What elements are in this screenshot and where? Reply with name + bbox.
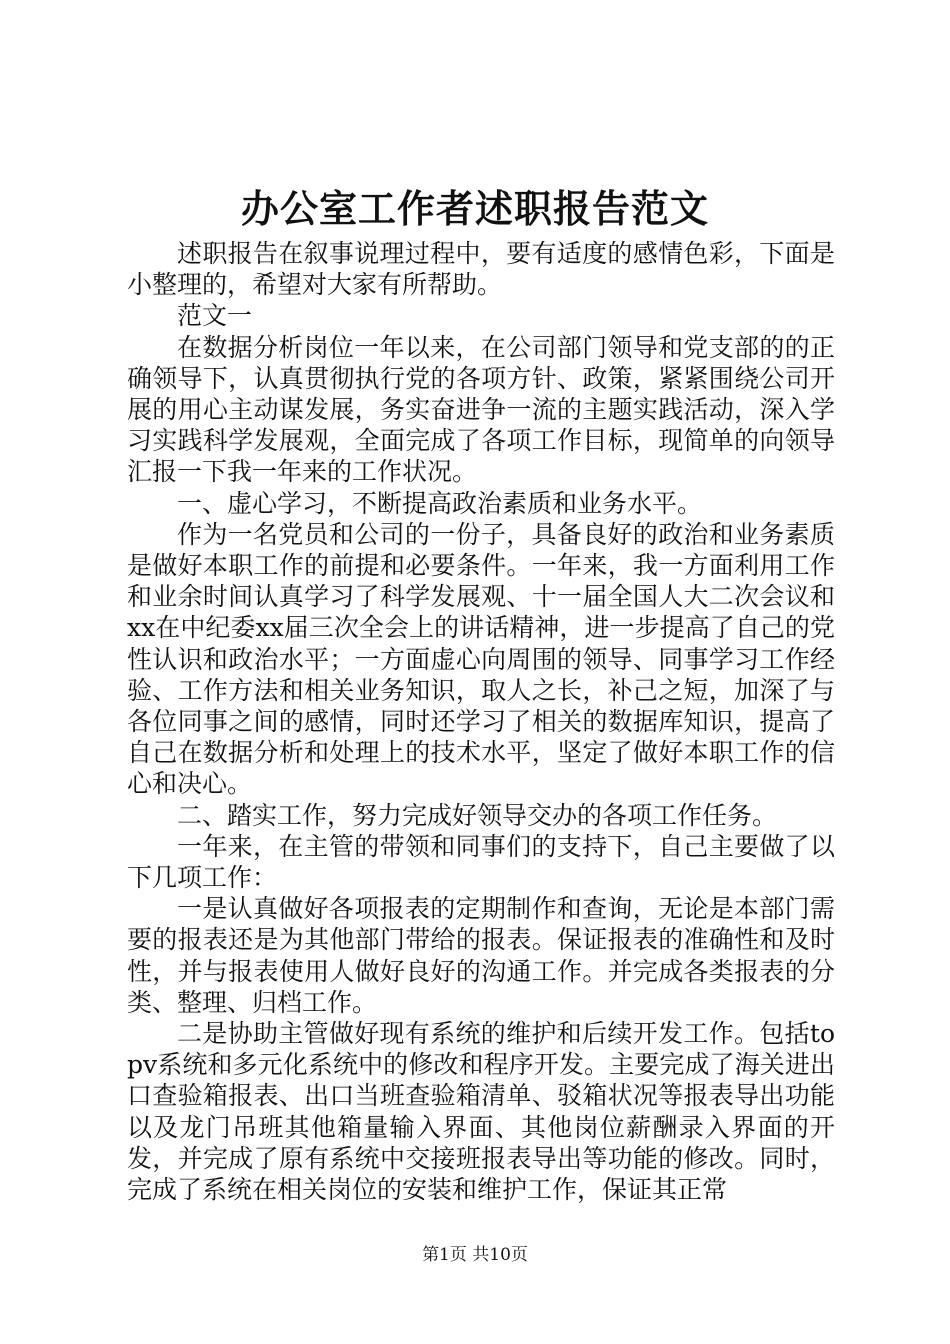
section-heading-study: 一、虚心学习，不断提高政治素质和业务水平。 (177, 488, 703, 518)
paragraph-intro: 述职报告在叙事说理过程中，要有适度的感情色彩，下面是小整理的，希望对大家有所帮助。 (127, 239, 835, 300)
paragraph-opening: 在数据分析岗位一年以来，在公司部门领导和党支部的的正确领导下，认真贯彻执行党的各项方针、政策，紧紧围绕公司开展的用心主动谋发展，务实奋进争一流的主题实践活动，深入学习实践科学发展观，全面完成了各项工作目标，现简单的向领导汇报一下我一年来的工作状况。 (127, 332, 835, 487)
paragraph-work-item-2: 二是协助主管做好现有系统的维护和后续开发工作。包括topv系统和多元化系统中的修改和程序开发。主要完成了海关进出口查验箱报表、出口当班查验箱清单、驳箱状况等报表导出功能以及龙门吊班其他箱量输入界面、其他岗位薪酬录入界面的开发，并完成了原有系统中交接班报表导出等功能的修改。同时，完成了系统在相关岗位的安装和维护工作，保证其正常 (127, 1019, 835, 1205)
page-number-footer: 第1页 共10页 (422, 1245, 528, 1265)
section-heading-work: 二、踏实工作，努力完成好领导交办的各项工作任务。 (177, 800, 778, 830)
paragraph-sample-heading: 范文一 (177, 301, 253, 331)
paragraph-work-intro: 一年来，在主管的带领和同事们的支持下，自己主要做了以下几项工作： (127, 831, 835, 893)
document-body (127, 238, 835, 1205)
document-title: 办公室工作者述职报告范文 (240, 186, 709, 231)
paragraph-work-item-1: 一是认真做好各项报表的定期制作和查询，无论是本部门需要的报表还是为其他部门带给的报表。保证报表的准确性和及时性，并与报表使用人做好良好的沟通工作。并完成各类报表的分类、整理、归档工作。 (127, 894, 835, 1017)
paragraph-study: 作为一名党员和公司的一份子，具备良好的政治和业务素质是做好本职工作的前提和必要条件。一年来，我一方面利用工作和业余时间认真学习了科学发展观、十一届全国人大二次会议和xx在中纪委xx届三次全会上的讲话精神，进一步提高了自己的党性认识和政治水平；一方面虚心向周围的领导、同事学习工作经验、工作方法和相关业务知识，取人之长，补己之短，加深了与各位同事之间的感情，同时还学习了相关的数据库知识，提高了自己在数据分析和处理上的技术水平，坚定了做好本职工作的信心和决心。 (127, 519, 835, 799)
